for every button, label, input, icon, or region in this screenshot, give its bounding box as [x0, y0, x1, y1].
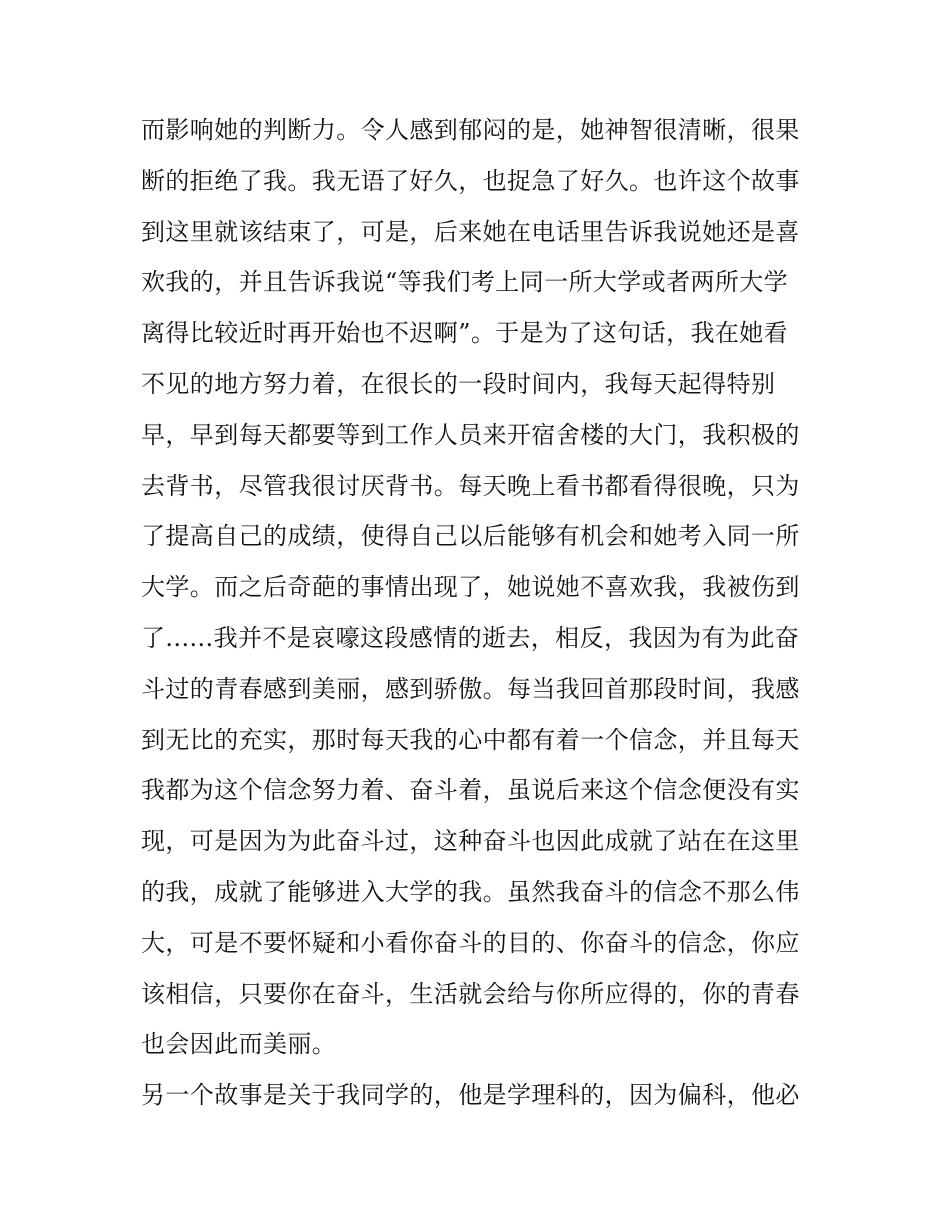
- text-line: 另一个故事是关于我同学的，他是学理科的，因为偏科，他必: [141, 1081, 800, 1110]
- text-line: 离得比较近时再开始也不迟啊”。于是为了这句话，我在她看: [141, 319, 789, 348]
- text-line: 大，可是不要怀疑和小看你奋斗的目的、你奋斗的信念，你应: [141, 928, 800, 957]
- text-line: 去背书，尽管我很讨厌背书。每天晚上看书都看得很晚，只为: [141, 471, 800, 500]
- text-line: 不见的地方努力着，在很长的一段时间内，我每天起得特别: [141, 369, 776, 398]
- text-line: 我都为这个信念努力着、奋斗着，虽说后来这个信念便没有实: [141, 776, 800, 805]
- text-line: 也会因此而美丽。: [141, 1030, 337, 1059]
- text-line: 到这里就该结束了，可是，后来她在电话里告诉我说她还是喜: [141, 217, 800, 246]
- text-line: 到无比的充实，那时每天我的心中都有着一个信念，并且每天: [141, 725, 800, 754]
- text-line: 早，早到每天都要等到工作人员来开宿舍楼的大门，我积极的: [141, 420, 800, 449]
- text-line: 了提高自己的成绩，使得自己以后能够有机会和她考入同一所: [141, 522, 800, 551]
- body-text: [141, 110, 821, 1126]
- text-line: 断的拒绝了我。我无语了好久，也捉急了好久。也许这个故事: [141, 166, 800, 195]
- text-line: 现，可是因为为此奋斗过，这种奋斗也因此成就了站在在这里: [141, 827, 800, 856]
- text-line: 欢我的，并且告诉我说“等我们考上同一所大学或者两所大学: [141, 268, 789, 297]
- text-line: 该相信，只要你在奋斗，生活就会给与你所应得的，你的青春: [141, 979, 800, 1008]
- text-line: 斗过的青春感到美丽，感到骄傲。每当我回首那段时间，我感: [141, 674, 800, 703]
- text-line: 的我，成就了能够进入大学的我。虽然我奋斗的信念不那么伟: [141, 877, 800, 906]
- text-line: 大学。而之后奇葩的事情出现了，她说她不喜欢我，我被伤到: [141, 573, 800, 602]
- text-line: 而影响她的判断力。令人感到郁闷的是，她神智很清晰，很果: [141, 116, 800, 144]
- text-line: 了......我并不是哀嚎这段感情的逝去，相反，我因为有为此奋: [141, 623, 800, 652]
